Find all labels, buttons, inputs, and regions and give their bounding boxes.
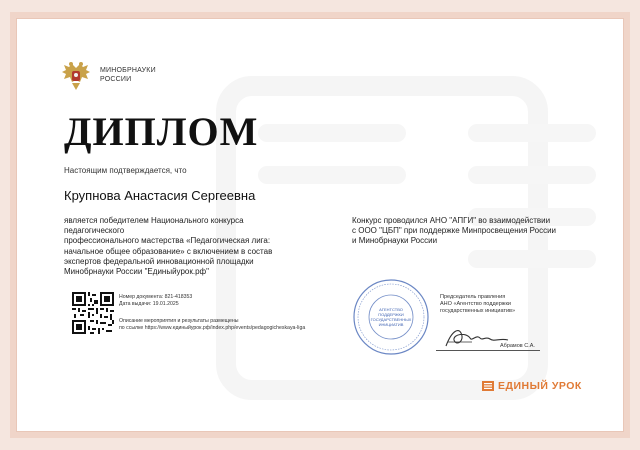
confirm-text: Настоящим подтверждается, что xyxy=(64,166,187,175)
stamp-text-2: ПОДДЕРЖКИ xyxy=(378,312,404,317)
book-logo-icon xyxy=(482,381,494,391)
recipient-name: Крупнова Анастасия Сергеевна xyxy=(64,188,256,203)
signature-line xyxy=(436,350,540,351)
contest-organizer-text: Конкурс проводился АНО "АПГИ" во взаимодействии с ООО "ЦБП" при поддержке Минпросвещения России и Минобрнауки России xyxy=(352,216,557,246)
watermark-bar xyxy=(258,166,406,184)
brand-name: ЕДИНЫЙ УРОК xyxy=(498,380,582,392)
brand-logo xyxy=(482,380,582,392)
signer-name: Абрамов С.А. xyxy=(500,343,535,349)
stamp-text-4: ИНИЦИАТИВ xyxy=(378,322,404,327)
watermark-bar xyxy=(258,124,406,142)
document-info: Номер документа: 821-418353 Дата выдачи: 19.01.2025 xyxy=(119,294,193,307)
ministry-name: МИНОБРНАУКИ РОССИИ xyxy=(100,67,156,83)
event-link-info: Описание мероприятия и результаты размещены по ссылке https://www.единыйурок.рф/index.php/events/pedagogicheskaya-liga xyxy=(119,318,306,331)
stamp-text-1: АГЕНТСТВО xyxy=(379,307,403,312)
watermark-bar xyxy=(468,124,596,142)
watermark-bar xyxy=(468,166,596,184)
award-description: является победителем Национального конкурса педагогического профессионального мастерства «Педагогическая лига: начальное общее образование» с включением в состав экспертов федеральной инновационной площадки Минобрнауки России "Единыйурок.рф" xyxy=(64,216,273,277)
qr-code[interactable] xyxy=(72,292,114,334)
official-stamp xyxy=(352,278,430,356)
event-link[interactable]: по ссылке https://www.единыйурок.рф/index.php/events/pedagogicheskaya-liga xyxy=(119,325,306,331)
stamp-text-3: ГОСУДАРСТВЕННЫХ xyxy=(370,317,412,322)
watermark-bar xyxy=(468,250,596,268)
signer-position: Председатель правления АНО «Агентство поддержки государственных инициатив» xyxy=(440,294,515,314)
double-headed-eagle-icon xyxy=(58,60,94,96)
certificate-title: ДИПЛОМ xyxy=(64,109,259,154)
